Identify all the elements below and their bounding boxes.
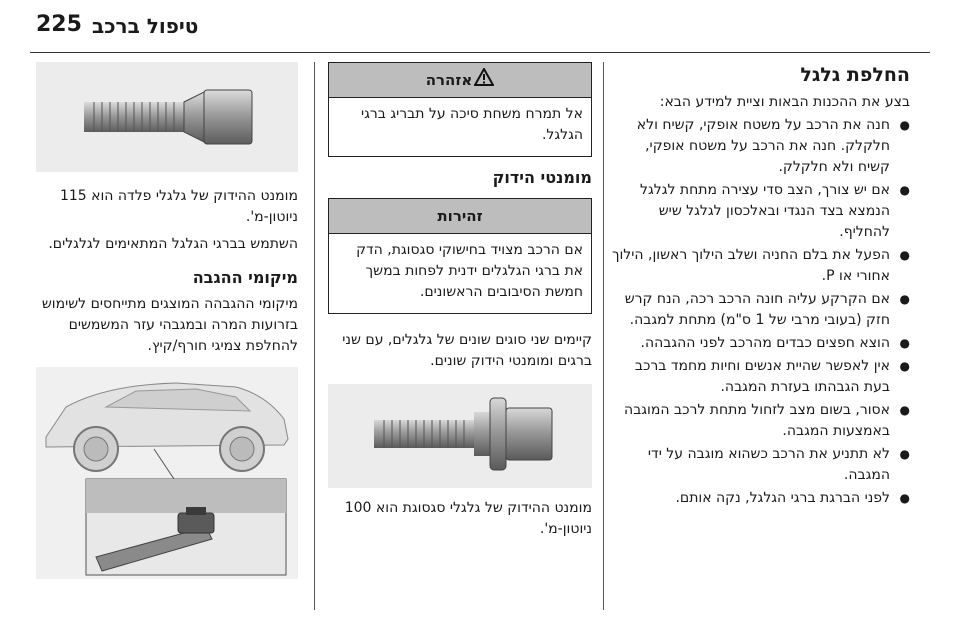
alloy-bolt-illustration — [328, 384, 592, 488]
steel-torque-caption: מומנט ההידוק של גלגלי פלדה הוא 115 ניוטון-מ'. — [59, 188, 298, 225]
bolt-types-paragraph: קיימים שני סוגים שונים של גלגלים, עם שני ברגים ומומנטי הידוק שונים. — [342, 332, 592, 369]
list-item: ● אם יש צורך, הצב סדי עצירה מתחת לגלגל הנמצא בצד הנגדי ובאלכסון לגלגל שיש להחליף. — [610, 180, 910, 243]
list-item: ● אין לאפשר שהיית אנשים וחיות מחמד ברכב בעת הגבהתו בעזרת המגבה. — [610, 356, 910, 398]
caution-header: זהירות — [329, 199, 591, 234]
steel-bolt-illustration — [36, 62, 298, 172]
torque-subsection-title: מומנטי הידוק — [492, 168, 592, 187]
middle-column — [328, 62, 592, 546]
list-item: ● הפעל את בלם החניה ושלב הילוך ראשון, הילוך אחורי או P. — [610, 245, 910, 287]
left-column — [36, 62, 298, 579]
warning-header — [329, 63, 591, 98]
steel-wheel-bolt-image — [36, 62, 298, 172]
right-column — [610, 62, 910, 511]
lifting-points-paragraph: מיקומי ההגבהה המוצגים מתייחסים לשימוש בזרועות המרה ובמגבהי עזר המשמשים להחלפת צמיגי חורף/קיץ. — [41, 296, 298, 354]
alloy-wheel-bolt-image — [328, 384, 592, 488]
section-title-wheel-change: החלפת גלגל — [800, 64, 910, 86]
lifting-point-image — [36, 367, 298, 579]
list-item: ● לא תתניע את הרכב כשהוא מוגבה על ידי המגבה. — [610, 444, 910, 486]
warning-text: אל תמרח משחת סיכה על תבריג ברגי הגלגל. — [360, 106, 583, 143]
matching-bolts-note: השתמש בברגי הגלגל המתאימים לגלגלים. — [48, 236, 298, 252]
list-item: ● לפני הברגת ברגי הגלגל, נקה אותם. — [610, 488, 910, 509]
lifting-points-title: מיקומי ההגבה — [192, 268, 298, 287]
warning-title: אזהרה — [425, 71, 473, 89]
chapter-title: טיפול ברכב — [92, 14, 199, 38]
car-lifting-illustration — [36, 367, 298, 579]
page-number: 225 — [36, 12, 82, 37]
column-divider-left — [314, 62, 315, 610]
alloy-torque-caption: מומנט ההידוק של גלגלי סגסוגת הוא 100 ניוטון-מ'. — [344, 500, 592, 537]
header-rule — [30, 52, 930, 53]
warning-triangle-icon — [474, 64, 494, 98]
warning-box — [328, 62, 592, 157]
preparation-list — [610, 115, 910, 509]
intro-text: בצע את ההכנות הבאות וציית למידע הבא: — [659, 94, 910, 110]
list-item: ● אם הקרקע עליה חונה הרכב רכה, הנח קרש חזק (בעובי מרבי של 1 ס"מ) מתחת למגבה. — [610, 289, 910, 331]
list-item: ● הוצא חפצים כבדים מהרכב לפני ההגבהה. — [610, 333, 910, 354]
list-item: ● אסור, בשום מצב לזחול מתחת לרכב המוגבה באמצעות המגבה. — [610, 400, 910, 442]
page-header — [0, 0, 960, 48]
caution-box — [328, 198, 592, 314]
column-divider-right — [603, 62, 604, 610]
list-item: ● חנה את הרכב על משטח אופקי, קשיח ולא חלקלק. חנה את הרכב על משטח אופקי, קשיח ולא חלקלק. — [610, 115, 910, 178]
caution-text: אם הרכב מצויד בחישוקי סגסוגת, הדק את ברגי הגלגלים ידנית לפחות במשך חמשת הסיבובים הראשונים. — [356, 242, 583, 300]
